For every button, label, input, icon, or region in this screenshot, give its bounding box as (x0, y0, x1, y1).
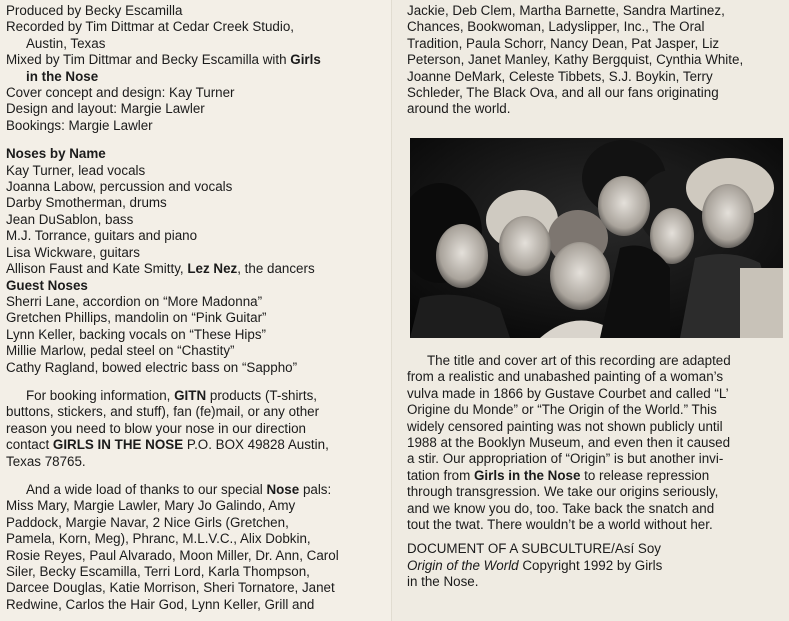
band-name: GIRLS IN THE NOSE (52, 437, 184, 453)
guest-line: Cathy Ragland, bowed electric bass on “Sappho” (6, 359, 298, 375)
origin-paragraph: The title and cover art of this recording are adapted from a realistic and unabashed painting of a woman’s vulva made in 1866 by Gustave Courbet and called “L’ Origine du Monde” or “The Origin of the World.” This widely censored painting was not shown publicly until 1988 at the Booklyn Museum, and even then it caused a stir. Our appropriation of “Origin” is but another invi- tation from Girls in the Nose to release repression through transgression. We take our origins seriously, and we know you do, too. Take back the snatch and tout the twat. There wouldn’t be a world without her. (407, 353, 731, 533)
face (499, 216, 551, 276)
credit-line: Design and layout: Margie Lawler (6, 101, 205, 117)
credit-line: Cover concept and design: Kay Turner (6, 85, 235, 101)
lez-nez: Lez Nez (187, 261, 238, 277)
thanks-line: Redwine, Carlos the Hair God, Lynn Keller, Grill and (6, 596, 315, 612)
guest-line: Millie Marlow, pedal steel on “Chastity” (6, 343, 235, 359)
band-name: Girls (290, 52, 321, 68)
credit-line: Recorded by Tim Dittmar at Cedar Creek Studio, (6, 19, 295, 35)
thanks-line: Tradition, Paula Schorr, Nancy Dean, Pat Jasper, Liz (407, 35, 720, 51)
booking-paragraph: For booking information, GITN products (T-shirts, buttons, stickers, and stuff), fan (fe)mail, or any other reason you need to blow your nose in our direction contact GIRLS IN THE NOSE P.O. BOX 49828 Austin, Texas 78765. (6, 387, 329, 469)
member-line: Joanna Labow, percussion and vocals (6, 179, 233, 195)
copyright-block: DOCUMENT OF A SUBCULTURE/Así Soy Origin of the World Copyright 1992 by Girls in the Nose. (407, 541, 782, 590)
spacer (407, 533, 782, 541)
member-line: Lisa Wickware, guitars (6, 244, 140, 260)
album-title: Origin of the World (407, 557, 519, 573)
thanks-line: Peterson, Janet Manley, Kathy Bergquist, Cynthia White, (407, 52, 744, 68)
thanks-continued (407, 3, 782, 118)
thanks-line: Jackie, Deb Clem, Martha Barnette, Sandra Martinez, (407, 3, 725, 18)
spacer (6, 134, 389, 146)
origin-section (407, 353, 782, 591)
face (436, 224, 488, 288)
guest-list (6, 294, 389, 376)
left-column (6, 3, 389, 613)
face (550, 242, 610, 310)
thanks-line: Darcee Douglas, Katie Morrison, Sheri Tornatore, Janet (6, 580, 335, 596)
face (598, 176, 650, 236)
thanks-line: Pamela, Korn, Meg), Phranc, M.L.V.C., Alix Dobkin, (6, 531, 311, 547)
band-photo (410, 138, 783, 338)
thanks-line: Miss Mary, Margie Lawler, Mary Jo Galindo, Amy (6, 498, 296, 514)
guest-line: Lynn Keller, backing vocals on “These Hips” (6, 326, 267, 342)
credit-line: Produced by Becky Escamilla (6, 3, 183, 18)
member-line: Allison Faust and Kate Smitty, Lez Nez, the dancers (6, 261, 315, 277)
thanks-line: Chances, Bookwoman, Ladyslipper, Inc., The Oral (407, 19, 705, 35)
thanks-line: Paddock, Margie Navar, 2 Nice Girls (Gretchen, (6, 514, 289, 530)
band-name: in the Nose (26, 68, 99, 84)
credit-line: Mixed by Tim Dittmar and Becky Escamilla with Girls (6, 52, 321, 68)
member-line: Kay Turner, lead vocals (6, 162, 146, 178)
member-line: Jean DuSablon, bass (6, 211, 134, 227)
thanks-line: Siler, Becky Escamilla, Terri Lord, Karla Thompson, (6, 564, 310, 579)
thanks-line: Schleder, The Black Ova, and all our fans originating (407, 85, 719, 101)
guest-line: Sherri Lane, accordion on “More Madonna” (6, 293, 263, 309)
nose-word: Nose (266, 481, 300, 497)
spacer (6, 470, 389, 482)
credit-line: Austin, Texas (26, 35, 106, 51)
guest-line: Gretchen Phillips, mandolin on “Pink Guitar” (6, 310, 267, 326)
thanks-paragraph: And a wide load of thanks to our special Nose pals: Miss Mary, Margie Lawler, Mary Jo Galindo, Amy Paddock, Margie Navar, 2 Nice Girls (Gretchen, Pamela, Korn, Meg), Phranc, M.L.V.C., Alix Dobkin, Rosie Reyes, Paul Alvarado, Moon Miller, Dr. Ann, Carol Siler, Becky Escamilla, Terri Lord, Karla Thompson, Darcee Douglas, Katie Morrison, Sheri Tornatore, Janet Redwine, Carlos the Hair God, Lynn Keller, Grill and (6, 482, 389, 613)
thanks-line: Rosie Reyes, Paul Alvarado, Moon Miller, Dr. Ann, Carol (6, 547, 339, 563)
thanks-line: around the world. (407, 101, 511, 117)
member-line: Darby Smotherman, drums (6, 195, 167, 211)
left-page (0, 0, 392, 621)
document-title: DOCUMENT OF A SUBCULTURE/Así Soy (407, 541, 661, 557)
spacer (6, 376, 389, 388)
credits (6, 3, 389, 134)
member-line: M.J. Torrance, guitars and piano (6, 228, 198, 244)
gitn: GITN (174, 387, 207, 403)
noses-list (6, 163, 389, 278)
credit-line: Bookings: Margie Lawler (6, 117, 153, 133)
noses-heading: Noses by Name (6, 146, 106, 162)
band-name: Girls in the Nose (474, 467, 581, 483)
guest-heading: Guest Noses (6, 277, 88, 293)
face (702, 184, 754, 248)
thanks-line: Joanne DeMark, Celeste Tibbets, S.J. Boykin, Terry (407, 68, 713, 84)
